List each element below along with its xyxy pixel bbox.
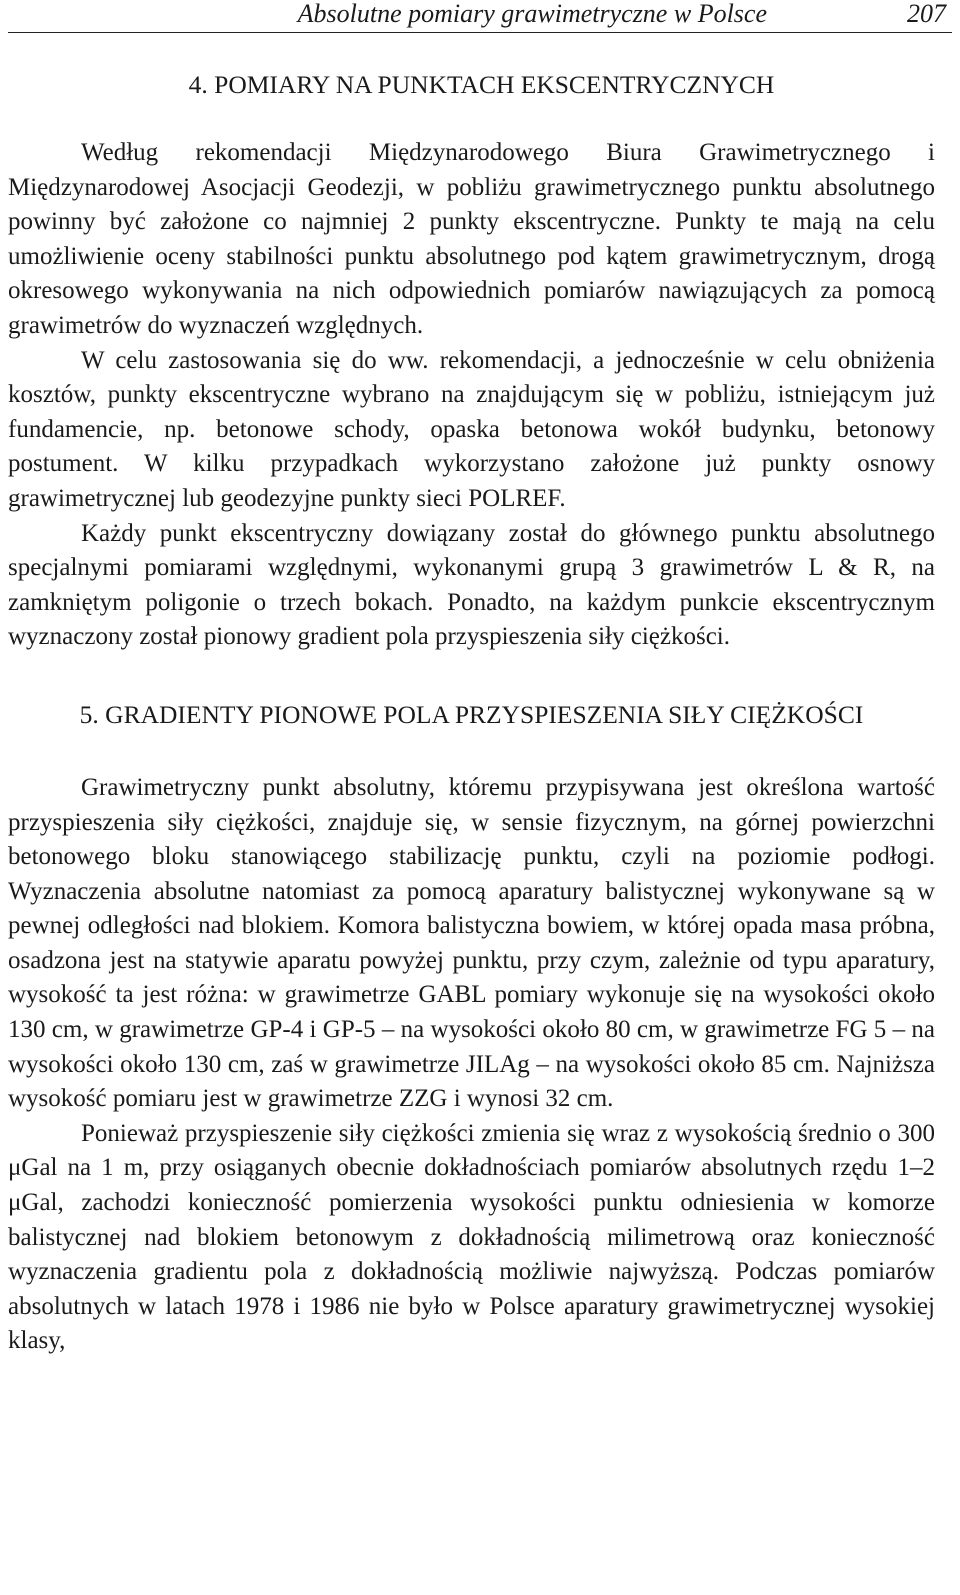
section-5-paragraph-2: Ponieważ przyspieszenie siły ciężkości zmienia się wraz z wysokością średnio o 300 μGal na 1 m, przy osiąganych obecnie dokładnościach pomiarów absolutnych rzędu 1–2 μGal, zachodzi konieczność pomierzenia wysokości punktu odniesienia w komorze balistycznej nad blokiem betonowym z dokładnością milimetrową oraz konieczność wyznaczenia gradientu pola z dokładnością możliwie najwyższą. Podczas pomiarów absolutnych w latach 1978 i 1986 nie było w Polsce aparatury grawimetrycznej wysokiej klasy, bbox=[8, 1119, 935, 1355]
page-number: 207 bbox=[907, 0, 946, 28]
section-5-heading: 5. GRADIENTY PIONOWE POLA PRZYSPIESZENIA SIŁY CIĘŻKOŚCI bbox=[79, 699, 864, 729]
section-4-paragraph-2: W celu zastosowania się do ww. rekomendacji, a jednocześnie w celu obniżenia kosztów, punkty ekscentryczne wybrano na znajdującym się w pobliżu, istniejącym już fundamencie, np. betonowe schody, opaska betonowa wokół budynku, betonowy postument. W kilku przypadkach wykorzystano założone już punkty osnowy grawimetrycznej lub geodezyjne punkty sieci POLREF. bbox=[8, 346, 935, 512]
page-body bbox=[8, 68, 935, 1359]
running-title: Absolutne pomiary grawimetryczne w Polsce bbox=[297, 0, 767, 28]
section-4-heading: 4. POMIARY NA PUNKTACH EKSCENTRYCZNYCH bbox=[188, 70, 775, 99]
section-4-paragraph-1: Według rekomendacji Międzynarodowego Biura Grawimetrycznego i Międzynarodowej Asocjacji Geodezji, w pobliżu grawimetrycznego punktu absolutnego powinny być założone co najmniej 2 punkty ekscentryczne. Punkty te mają na celu umożliwienie oceny stabilności punktu absolutnego pod kątem grawimetrycznym, drogą okresowego wykonywania na nich odpowiednich pomiarów nawiązujących za pomocą grawimetrów do wyznaczeń względnych. bbox=[8, 139, 935, 339]
section-4-paragraph-3: Każdy punkt ekscentryczny dowiązany został do głównego punktu absolutnego specjalnymi pomiarami względnymi, wykonanymi grupą 3 grawimetrów L & R, na zamkniętym poligonie o trzech bokach. Ponadto, na każdym punkcie ekscentrycznym wyznaczony został pionowy gradient pola przyspieszenia siły ciężkości. bbox=[8, 519, 935, 651]
running-header bbox=[8, 0, 952, 33]
section-5-paragraph-1: Grawimetryczny punkt absolutny, któremu przypisywana jest określona wartość przyspieszenia siły ciężkości, znajduje się, w sensie fizycznym, na górnej powierzchni betonowego bloku stanowiącego stabilizację punktu, czyli na poziomie podłogi. Wyznaczenia absolutne natomiast za pomocą aparatury balistycznej wykonywane są w pewnej odległości nad blokiem. Komora balistyczna bowiem, w której opada masa próbna, osadzona jest na statywie aparatu powyżej punktu, przy czym, zależnie od typu aparatury, wysokość ta jest różna: w grawimetrze GABL pomiary wykonuje się na wysokości około 130 cm, w grawimetrze GP-4 i GP-5 – na wysokości około 80 cm, w grawimetrze FG 5 – na wysokości około 130 cm, zaś w grawimetrze JILAg – na wysokości około 85 cm. Najniższa wysokość pomiaru jest w grawimetrze ZZG i wynosi 32 cm. bbox=[8, 773, 935, 1113]
